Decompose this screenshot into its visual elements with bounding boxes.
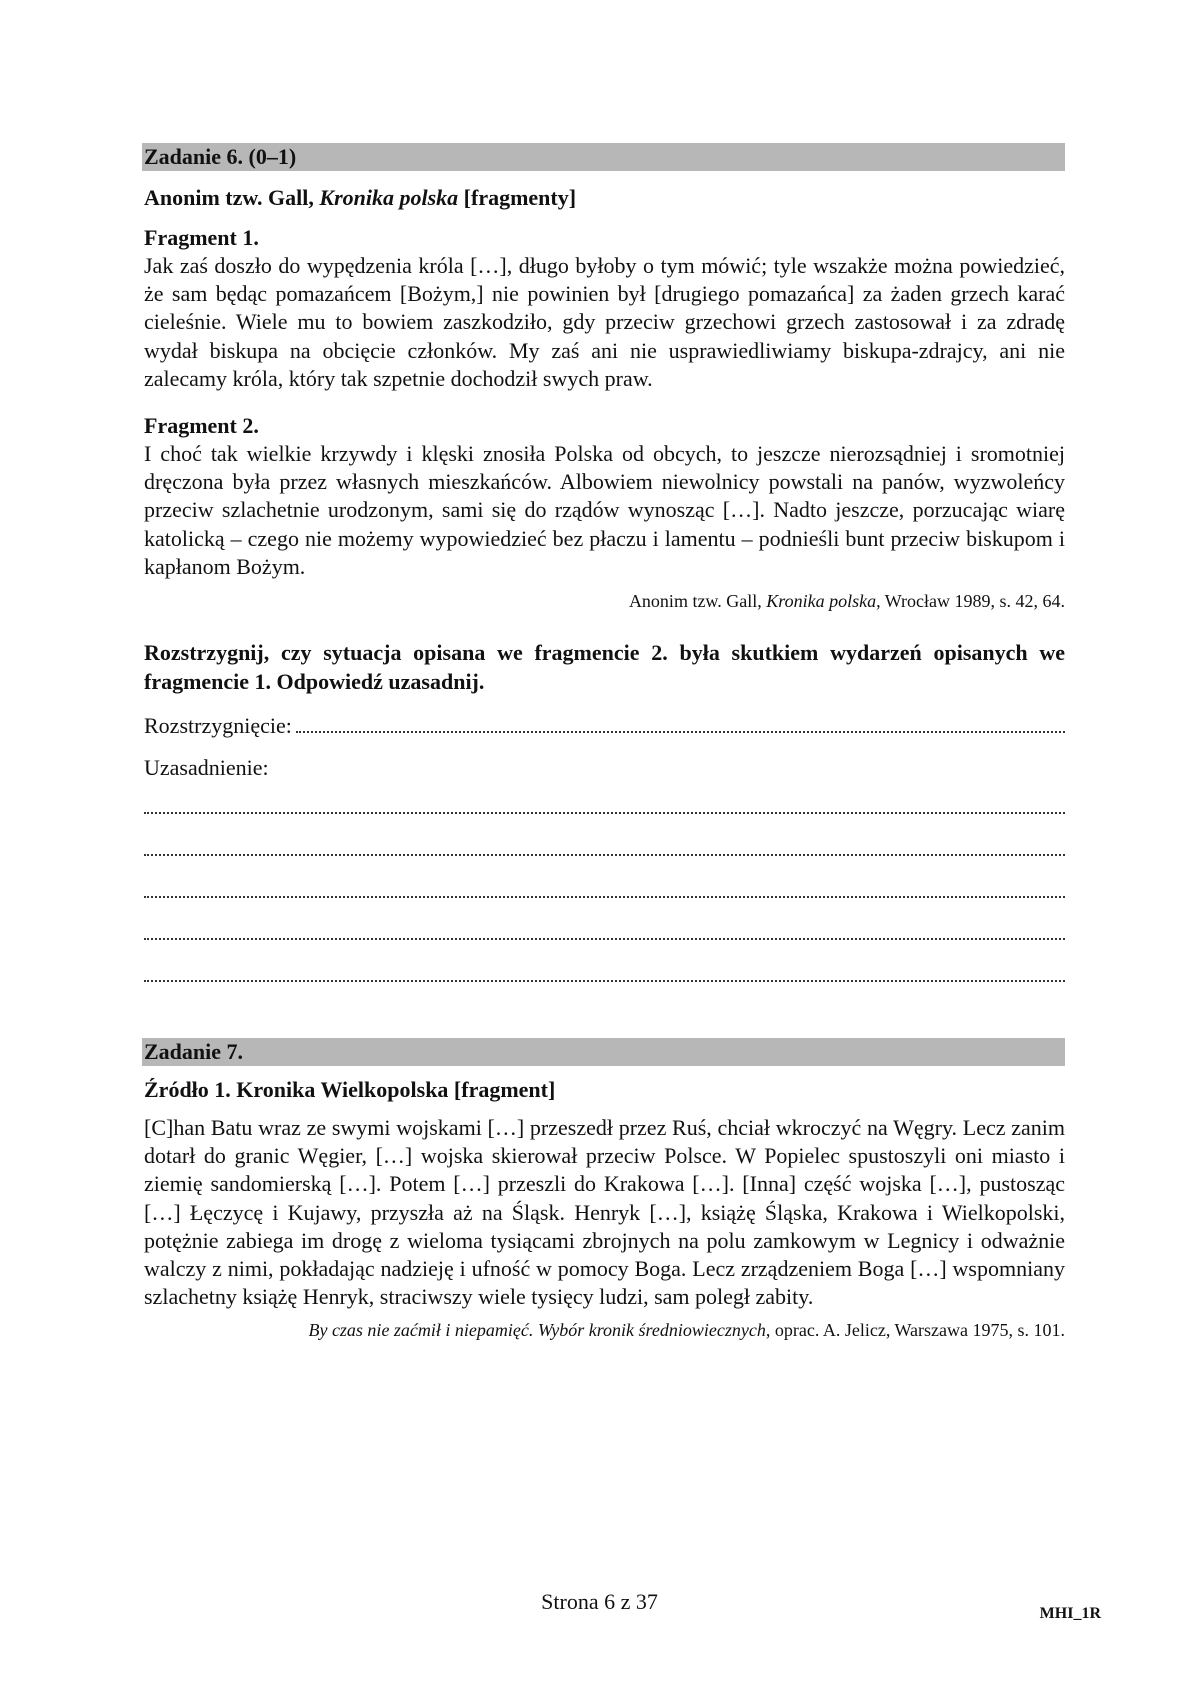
justification-answer-line[interactable]: [144, 782, 1065, 814]
fragment2-text: I choć tak wielkie krzywdy i klęski znosiła Polska od obcych, to jeszcze nierozsądniej i sromotniej dręczona była przez własnych mieszkańców. Albowiem niewolnicy powstali na panów, wyzwoleńcy przeciw szlachetnie urodzonym, sami się do rządów wynosząc […]. Nadto jeszcze, porzucając wiarę katolicką – czego nie możemy wypowiedzieć bez płaczu i lamentu – podnieśli bunt przeciw biskupom i kapłanom Bożym.: [144, 441, 1065, 579]
task7-header: Zadanie 7.: [142, 1038, 1065, 1066]
fragment1-title: Fragment 1.: [144, 225, 259, 250]
task6-source-title-italic: Kronika polska: [319, 185, 459, 210]
task7-citation: [142, 1318, 1065, 1342]
justification-answer-line[interactable]: [144, 814, 1065, 856]
exam-code: MHI_1R: [1039, 1605, 1101, 1622]
task6-header: Zadanie 6. (0–1): [142, 143, 1065, 171]
task6-citation-post: , Wrocław 1989, s. 42, 64.: [876, 591, 1065, 612]
task7-citation-italic: By czas nie zaćmił i niepamięć. Wybór kronik średniowiecznych: [308, 1320, 766, 1341]
task6-source-title: [142, 184, 1065, 212]
task7-citation-post: , oprac. A. Jelicz, Warszawa 1975, s. 101.: [765, 1320, 1065, 1341]
decision-answer-field[interactable]: [296, 730, 1065, 733]
task6-source-title-post: [fragmenty]: [458, 185, 577, 210]
page-number: Strona 6 z 37: [541, 1589, 658, 1614]
task6-source-title-pre: Anonim tzw. Gall,: [144, 185, 320, 210]
decision-answer-line[interactable]: [142, 712, 1065, 740]
task6-question: Rozstrzygnij, czy sytuacja opisana we fragmencie 2. była skutkiem wydarzeń opisanych we fragmencie 1. Odpowiedź uzasadnij.: [144, 640, 1065, 695]
task6-citation: [142, 589, 1065, 613]
justification-answer-line[interactable]: [144, 856, 1065, 898]
justification-label: Uzasadnienie:: [144, 755, 269, 781]
task7-source-text: [C]han Batu wraz ze swymi wojskami […] przeszedł przez Ruś, chciał wkroczyć na Węgry. Lecz zanim dotarł do granic Węgier, […] wojska skierował przeciw Polsce. W Popielec spustoszyli oni miasto i ziemię sandomierską […]. Potem […] przeszli do Krakowa […]. [Inna] część wojska […], pustosząc […] Łęczycę i Kujawy, przyszła aż na Śląsk. Henryk […], książę Śląska, Krakowa i Wielkopolski, potężnie zabiega im drogę z wieloma tysiącami zbrojnych na polu zamkowym w Legnicy i odważnie walczy z nimi, pokładając nadzieję i ufność w pomocy Boga. Lecz zrządzeniem Boga […] wspomniany szlachetny książę Henryk, straciwszy wiele tysięcy ludzi, sam poległ zabity.: [144, 1115, 1065, 1310]
exam-page: [142, 143, 1065, 1342]
fragment1-text: Jak zaś doszło do wypędzenia króla […], długo byłoby o tym mówić; tyle wszakże można powiedzieć, że sam będąc pomazańcem [Bożym,] nie powinien był [drugiego pomazańca] za żaden grzech karać cieleśnie. Wiele mu to bowiem zaszkodziło, gdy przeciw grzechowi grzech zastosował i za zdradę wydał biskupa na obcięcie członków. My zaś ani nie usprawiedliwiamy biskupa-zdrajcy, ani nie zalecamy króla, który tak szpetnie dochodził swych praw.: [144, 253, 1065, 391]
task7-source-title: Źródło 1. Kronika Wielkopolska [fragment]: [144, 1077, 556, 1103]
task6-citation-pre: Anonim tzw. Gall,: [628, 591, 767, 612]
justification-answer-line[interactable]: [144, 898, 1065, 940]
decision-label: Rozstrzygnięcie:: [144, 713, 292, 739]
fragment2-title: Fragment 2.: [144, 413, 259, 439]
justification-answer-line[interactable]: [144, 940, 1065, 982]
task6-citation-italic: Kronika polska: [766, 591, 877, 612]
